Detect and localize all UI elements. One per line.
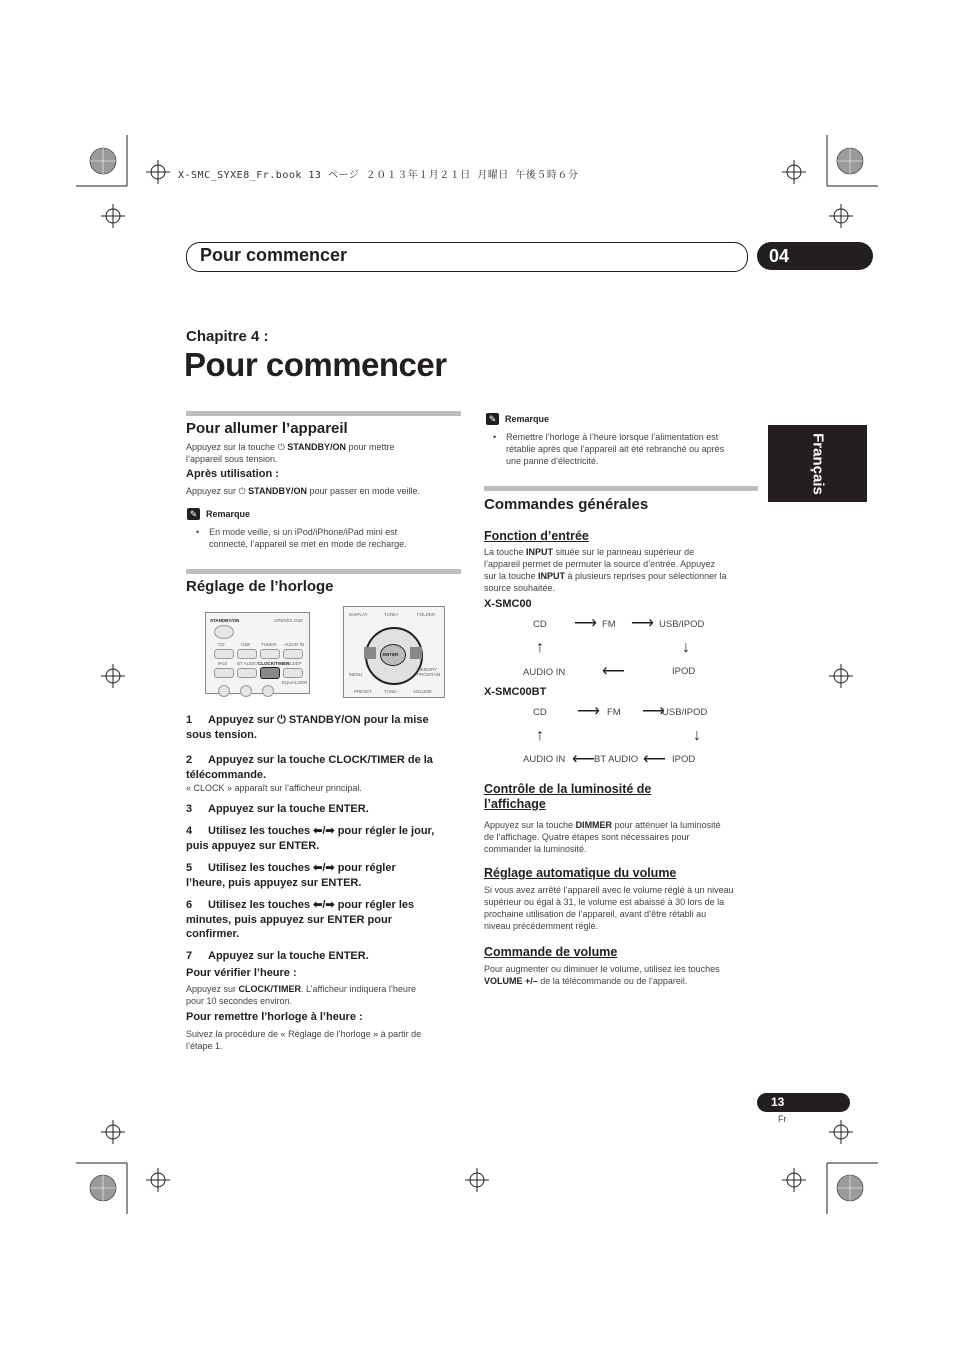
remote-label: ENTER — [383, 652, 399, 657]
step-5: 5 Utilisez les touches ⬅/➡ pour régler l’heure, puis appuyez sur ENTER. — [186, 862, 396, 889]
step-1: 1 Appuyez sur ⏻ STANDBY/ON pour la mise sous tension. — [186, 714, 429, 741]
flow-audio-in: AUDIO IN — [523, 754, 566, 765]
standby-button — [214, 625, 234, 639]
remettre-text: Suivez la procédure de « Réglage de l’horloge » à partir de l’étape 1. — [186, 1029, 422, 1051]
fonction-heading: Fonction d’entrée — [484, 529, 589, 543]
chapter-title: Pour commencer — [184, 346, 447, 383]
remote-label: TUNE– — [384, 689, 399, 694]
remote-label: PRESET — [354, 689, 373, 694]
note-text: • En mode veille, si un iPod/iPhone/iPad mini est connecté, l’appareil se met en mode de recharge. — [196, 527, 407, 549]
remote-label: AUDIO IN — [284, 642, 305, 647]
remote-illustration-dpad — [343, 606, 445, 698]
arrow-down-icon: ↓ — [693, 727, 701, 744]
section-heading-commandes: Commandes générales — [484, 496, 649, 513]
language-tab-label: Français — [809, 432, 826, 495]
source-button — [237, 649, 257, 659]
luminosite-heading: Contrôle de la luminosité de l’affichage — [484, 782, 652, 811]
auto-volume-text: Si vous avez arrêté l’appareil avec le volume réglé à un niveau supérieur ou égal à 31, le volume est abaissé à 30 lors de la prochaine utilisation de l’appareil, avant d’être rétabli au niveau précédemment réglé. — [484, 885, 734, 931]
print-header: X-SMC_SYXE8_Fr.book 13 ページ ２０１３年１月２１日 月曜日 午後５時６分 — [178, 170, 579, 181]
remote-label: EQUALIZER — [282, 680, 308, 685]
page-number: 13 — [757, 1093, 850, 1112]
arrow-right-icon: ⟶ — [631, 615, 654, 632]
model-x-smc00: X-SMC00 — [484, 598, 532, 610]
flow-usb-ipod: USB/IPOD — [659, 619, 705, 630]
source-button — [283, 668, 303, 678]
note-icon: ✎ — [187, 508, 200, 520]
remote-label: TUNER — [261, 642, 277, 647]
arrow-right-icon: ⟶ — [577, 703, 600, 720]
remote-label: VOLUME — [413, 689, 433, 694]
section-divider — [186, 411, 461, 416]
bullet: • — [196, 527, 210, 537]
right-note-text: • Remettre l’horloge à l’heure lorsque l’alimentation est rétablie après que l’appareil ait été rebranché ou après une panne d’électricité. — [493, 432, 725, 466]
remote-label: SLEEP — [287, 661, 302, 666]
allumer-text: Appuyez sur la touche ⏻ STANDBY/ON pour mettre l’appareil sous tension. — [186, 442, 395, 464]
chapter-number-badge: 04 — [757, 242, 873, 270]
flow-usb-ipod: USB/IPOD — [662, 707, 708, 718]
number-button — [262, 685, 274, 697]
step-2: 2 Appuyez sur la touche CLOCK/TIMER de la télécommande. — [186, 754, 433, 781]
apres-heading: Après utilisation : — [186, 468, 279, 480]
section-divider — [484, 486, 758, 491]
step-3: 3 Appuyez sur la touche ENTER. — [186, 803, 369, 815]
remote-label: MEMORY PROGRAM — [417, 667, 441, 677]
remote-illustration-buttons — [205, 612, 310, 694]
remote-label: DISPLAY — [349, 612, 368, 617]
source-button — [283, 649, 303, 659]
remote-label: CLOCK/TIMER — [258, 661, 290, 666]
source-button — [237, 668, 257, 678]
arrow-left-icon: ⟵ — [602, 663, 625, 680]
source-button — [214, 668, 234, 678]
remote-label: CD — [218, 642, 225, 647]
remote-label: STANDBY/ON — [210, 618, 240, 623]
flow-ipod: IPOD — [672, 666, 696, 677]
arrow-up-icon: ↑ — [536, 639, 544, 656]
step-2-note: « CLOCK » apparaît sur l’afficheur principal. — [186, 783, 362, 793]
section-heading-horloge: Réglage de l’horloge — [186, 578, 334, 595]
remettre-heading: Pour remettre l’horloge à l’heure : — [186, 1011, 363, 1023]
arrow-left-icon: ⟵ — [643, 751, 666, 768]
section-divider — [186, 569, 461, 574]
flow-fm: FM — [607, 707, 621, 718]
note-heading: Remarque — [206, 509, 251, 519]
flow-audio-in: AUDIO IN — [523, 667, 566, 678]
flow-cd: CD — [533, 619, 547, 630]
page-language: Fr — [778, 1114, 787, 1124]
section-heading-allumer: Pour allumer l’appareil — [186, 420, 348, 437]
note-icon: ✎ — [486, 413, 499, 425]
number-button — [218, 685, 230, 697]
step-7: 7 Appuyez sur la touche ENTER. — [186, 950, 369, 962]
arrow-down-icon: ↓ — [682, 639, 690, 656]
bullet: • — [493, 432, 507, 442]
remote-label: OPEN/CLOSE — [274, 618, 304, 623]
remote-label: iPod — [218, 661, 228, 666]
number-button — [240, 685, 252, 697]
dpad-left-arrow — [364, 647, 376, 659]
source-button — [214, 649, 234, 659]
clock-timer-button — [260, 667, 280, 679]
note-heading: Remarque — [505, 414, 550, 424]
step-6: 6 Utilisez les touches ⬅/➡ pour régler les minutes, puis appuyez sur ENTER pour confirmer. — [186, 899, 415, 940]
power-icon: ⏻ — [277, 442, 288, 452]
step-4: 4 Utilisez les touches ⬅/➡ pour régler le jour, puis appuyez sur ENTER. — [186, 825, 435, 852]
remote-label: USB — [241, 642, 251, 647]
language-tab — [768, 425, 867, 502]
power-icon: ⏻ — [238, 486, 249, 496]
volume-text: Pour augmenter ou diminuer le volume, utilisez les touches VOLUME +/– de la télécommande ou de l’appareil. — [484, 964, 720, 986]
remote-label: BT AUDIO — [237, 661, 258, 666]
fonction-text: La touche INPUT située sur le panneau supérieur de l’appareil permet de permuter la source d’entrée. Appuyez sur la touche INPUT à plusieurs reprises pour sélectionner la source souhaitée. — [484, 547, 727, 593]
auto-volume-heading: Réglage automatique du volume — [484, 866, 677, 880]
flow-ipod: IPOD — [672, 754, 696, 765]
remote-label: MENU — [349, 672, 363, 677]
source-button — [260, 649, 280, 659]
flow-bt-audio: BT AUDIO — [594, 754, 639, 765]
arrow-up-icon: ↑ — [536, 727, 544, 744]
volume-heading: Commande de volume — [484, 945, 618, 959]
verifier-text: Appuyez sur CLOCK/TIMER. L’afficheur indiquera l’heure pour 10 secondes environ. — [186, 984, 416, 1006]
dpad-right-arrow — [410, 647, 422, 659]
apres-text: Appuyez sur ⏻ STANDBY/ON pour passer en mode veille. — [186, 486, 421, 496]
arrow-right-icon: ⟶ — [574, 615, 597, 632]
flow-cd: CD — [533, 707, 547, 718]
remote-label: FOLDER — [417, 612, 436, 617]
flow-fm: FM — [602, 619, 616, 630]
luminosite-text: Appuyez sur la touche DIMMER pour atténuer la luminosité de l’affichage. Quatre étapes sont nécessaires pour commander la luminosité. — [484, 820, 721, 854]
header-title: Pour commencer — [200, 245, 348, 265]
remote-label: TUNE+ — [384, 612, 399, 617]
arrow-right-icon: ⟶ — [642, 703, 665, 720]
model-x-smc00bt: X-SMC00BT — [484, 686, 547, 698]
arrow-left-icon: ⟵ — [572, 751, 595, 768]
chapter-label: Chapitre 4 : — [186, 328, 269, 345]
verifier-heading: Pour vérifier l’heure : — [186, 967, 297, 979]
